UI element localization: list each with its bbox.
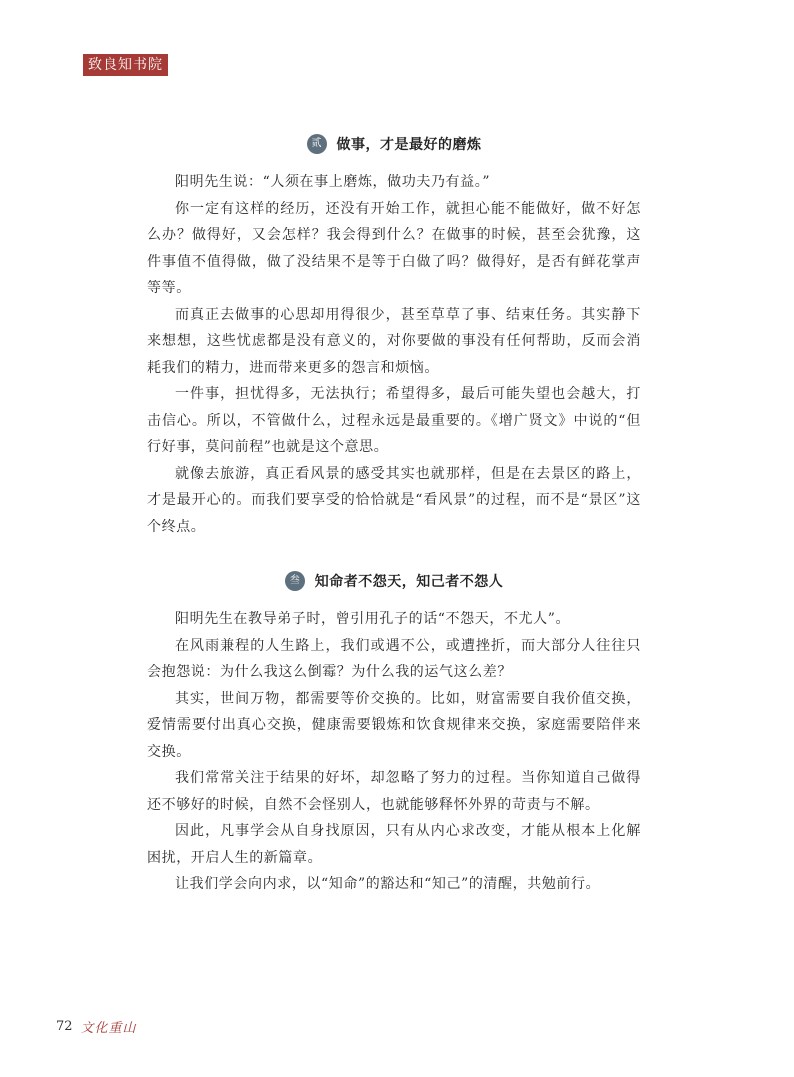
paragraph: 因此，凡事学会从自身找原因，只有从内心求改变，才能从根本上化解困扰，开启人生的新篇章。 [147, 823, 641, 866]
paragraph: 你一定有这样的经历，还没有开始工作，就担心能不能做好，做不好怎么办？做得好，又会怎样？我会得到什么？在做事的时候，甚至会犹豫，这件事值不值得做，做了没结果不是等于白做了吗？做得好，是否有鲜花掌声等等。 [147, 200, 641, 296]
section-title: 知命者不怨天，知己者不怨人 [314, 574, 504, 590]
paragraph: 在风雨兼程的人生路上，我们或遇不公，或遭挫折，而大部分人往往只会抱怨说：为什么我这么倒霉？为什么我的运气这么差？ [147, 637, 641, 680]
paragraph: 我们常常关注于结果的好坏，却忽略了努力的过程。当你知道自己做得还不够好的时候，自然不会怪别人，也就能够释怀外界的苛责与不解。 [147, 770, 641, 813]
section-heading [147, 133, 641, 155]
section-title: 做事，才是最好的磨炼 [336, 137, 482, 153]
footer-logo: 文化重山 [80, 1021, 137, 1036]
section-badge-icon: 贰 [307, 134, 327, 154]
paragraph: 一件事，担忧得多，无法执行；希望得多，最后可能失望也会越大，打击信心。所以，不管做什么，过程永远是最重要的。《增广贤文》中说的“但行好事，莫问前程”也就是这个意思。 [147, 386, 641, 455]
paragraph: 阳明先生说：“人须在事上磨炼，做功夫乃有益。” [175, 174, 491, 190]
page-number: 72 [56, 1019, 73, 1034]
paragraph: 阳明先生在教导弟子时，曾引用孔子的话“不怨天，不尤人”。 [175, 611, 571, 627]
paragraph: 其实，世间万物，都需要等价交换的。比如，财富需要自我价值交换，爱情需要付出真心交换，健康需要锻炼和饮食规律来交换，家庭需要陪伴来交换。 [147, 690, 641, 760]
header-tag: 致良知书院 [83, 54, 168, 76]
paragraph: 就像去旅游，真正看风景的感受其实也就那样，但是在去景区的路上，才是最开心的。而我们要享受的恰恰就是“看风景”的过程，而不是“景区”这个终点。 [147, 465, 641, 535]
section-2 [147, 570, 641, 898]
paragraph: 而真正去做事的心思却用得很少，甚至草草了事、结束任务。其实静下来想想，这些忧虑都是没有意义的，对你要做的事没有任何帮助，反而会消耗我们的精力，进而带来更多的怨言和烦恼。 [147, 306, 641, 376]
section-1 [147, 133, 641, 540]
paragraph: 让我们学会向内求，以“知命”的豁达和“知己”的清醒，共勉前行。 [175, 876, 601, 892]
page-footer [56, 1017, 137, 1036]
section-heading [147, 570, 641, 592]
section-badge-icon: 叁 [285, 571, 305, 591]
